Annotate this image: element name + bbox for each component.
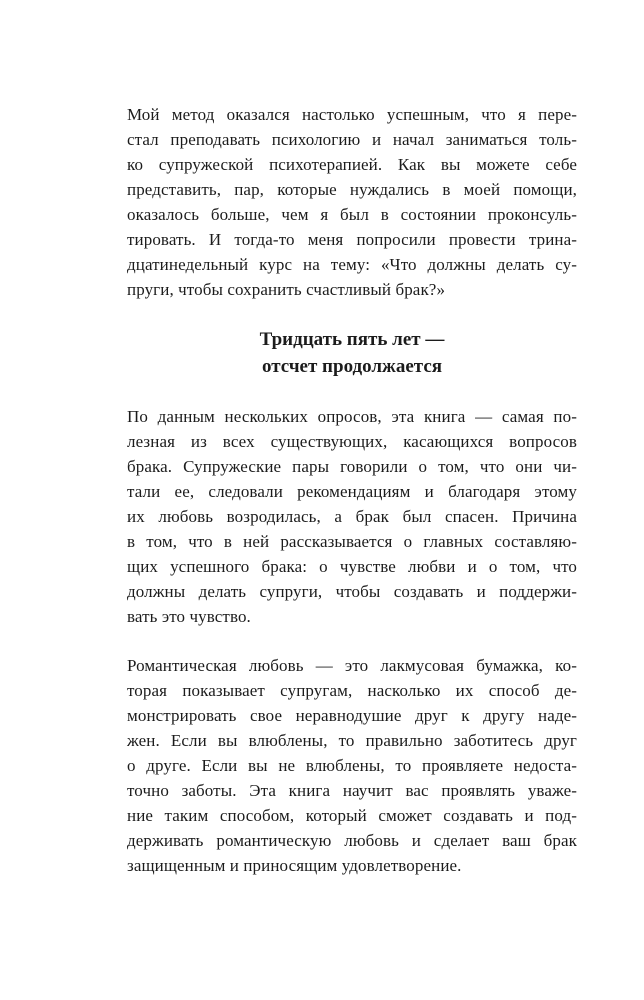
page-content [127, 102, 577, 902]
text-line: монстрировать свое неравнодушие друг к другу наде- [127, 706, 577, 725]
text-line: стал преподавать психологию и начал заниматься толь- [127, 130, 577, 149]
text-line: дцатинедельный курс на тему: «Что должны делать су- [127, 255, 577, 274]
text-line: брака. Супружеские пары говорили о том, что они чи- [127, 457, 577, 476]
paragraph-1 [127, 102, 577, 302]
paragraph-3 [127, 653, 577, 878]
paragraph-2 [127, 404, 577, 629]
text-line: тали ее, следовали рекомендациям и благодаря этому [127, 482, 577, 501]
text-line: Романтическая любовь — это лакмусовая бумажка, ко- [127, 656, 577, 675]
text-line: жен. Если вы влюблены, то правильно заботитесь друг [127, 731, 577, 750]
text-line: защищенным и приносящим удовлетворение. [127, 856, 462, 875]
text-line: щих успешного брака: о чувстве любви и о том, что [127, 557, 577, 576]
text-line: лезная из всех существующих, касающихся вопросов [127, 432, 577, 451]
text-line: их любовь возродилась, а брак был спасен. Причина [127, 507, 577, 526]
text-line: ко супружеской психотерапией. Как вы можете себе [127, 155, 577, 174]
text-line: должны делать супруги, чтобы создавать и поддержи- [127, 582, 577, 601]
text-line: оказалось больше, чем я был в состоянии проконсуль- [127, 205, 577, 224]
text-line: вать это чувство. [127, 607, 251, 626]
text-line: точно заботы. Эта книга научит вас проявлять уваже- [127, 781, 577, 800]
text-line: в том, что в ней рассказывается о главных составляю- [127, 532, 577, 551]
heading-line: отсчет продолжается [261, 356, 443, 377]
text-line: торая показывает супругам, насколько их способ де- [127, 681, 577, 700]
text-line: пруги, чтобы сохранить счастливый брак?» [127, 280, 446, 299]
text-line: держивать романтическую любовь и сделает ваш брак [127, 831, 577, 850]
text-line: ние таким способом, который сможет создавать и под- [127, 806, 577, 825]
text-line: По данным нескольких опросов, эта книга — самая по- [127, 407, 577, 426]
text-line: представить, пар, которые нуждались в моей помощи, [127, 180, 577, 199]
section-heading [127, 326, 577, 380]
text-line: о друге. Если вы не влюблены, то проявляете недоста- [127, 756, 577, 775]
text-line: тировать. И тогда-то меня попросили провести трина- [127, 230, 577, 249]
text-line: Мой метод оказался настолько успешным, что я пере- [127, 105, 577, 124]
heading-line: Тридцать пять лет — [259, 329, 445, 350]
